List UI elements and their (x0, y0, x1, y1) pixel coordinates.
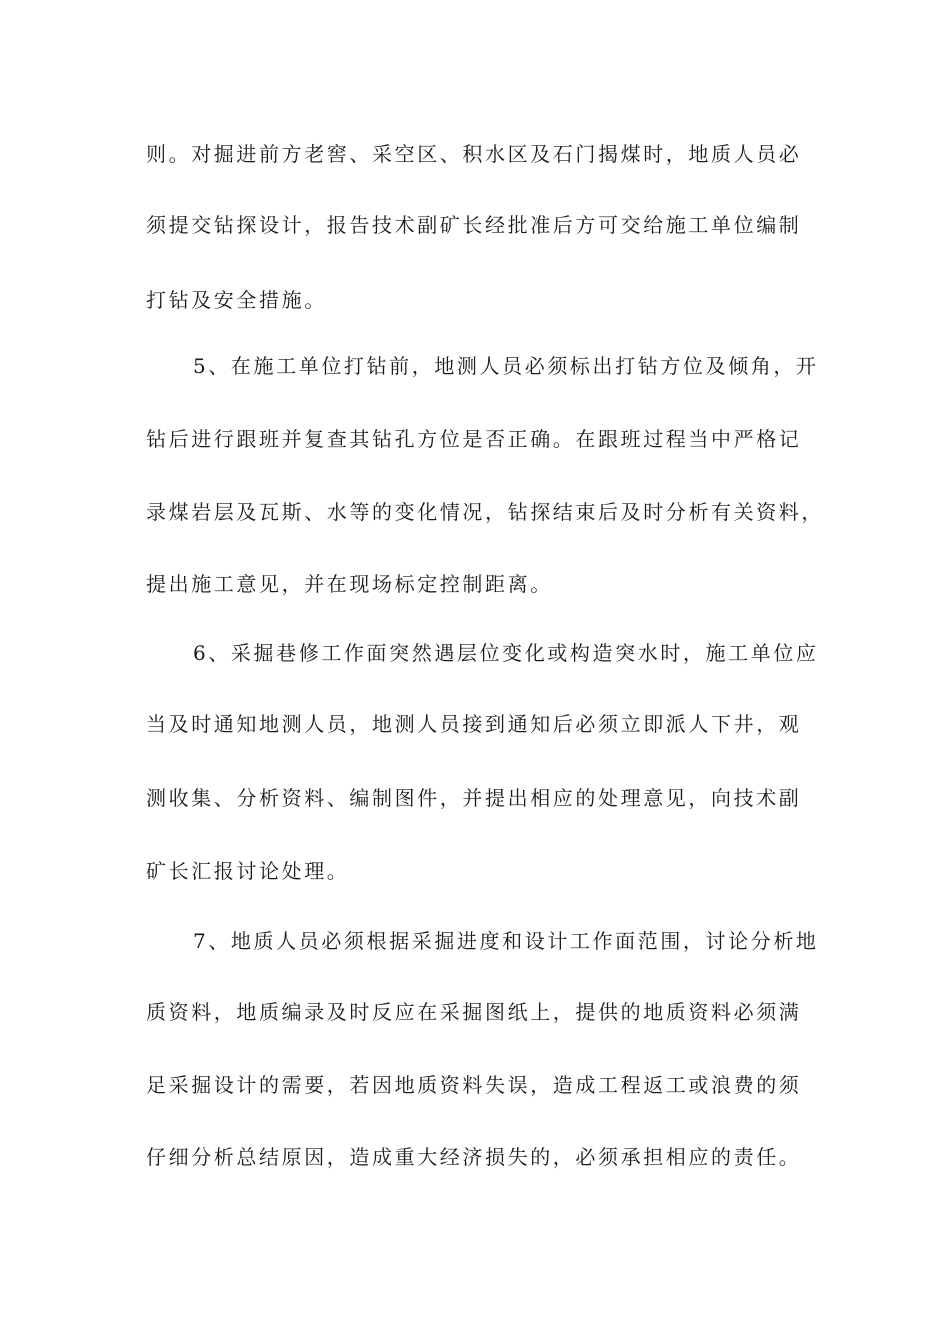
text-line: 足采掘设计的需要，若因地质资料失误，造成工程返工或浪费的须 (146, 1073, 802, 1097)
text-line: 则。对掘进前方老窖、采空区、积水区及石门揭煤时，地质人员必 (146, 142, 802, 166)
text-line-paragraph-start: 5、在施工单位打钻前，地测人员必须标出打钻方位及倾角，开 (193, 354, 819, 378)
text-line: 须提交钻探设计，报告技术副矿长经批准后方可交给施工单位编制 (146, 213, 802, 237)
text-line: 录煤岩层及瓦斯、水等的变化情况，钻探结束后及时分析有关资料， (146, 500, 824, 524)
text-line: 仔细分析总结原因，造成重大经济损失的，必须承担相应的责任。 (146, 1145, 802, 1169)
text-line-paragraph-start: 6、采掘巷修工作面突然遇层位变化或构造突水时，施工单位应 (193, 641, 819, 665)
text-line: 矿长汇报讨论处理。 (146, 859, 350, 883)
text-line: 提出施工意见，并在现场标定控制距离。 (146, 572, 553, 596)
text-line: 质资料，地质编录及时反应在采掘图纸上，提供的地质资料必须满 (146, 1000, 802, 1024)
text-line: 钻后进行跟班并复查其钻孔方位是否正确。在跟班过程当中严格记 (146, 427, 802, 451)
text-line: 测收集、分析资料、编制图件，并提出相应的处理意见，向技术副 (146, 786, 802, 810)
text-line-paragraph-start: 7、地质人员必须根据采掘进度和设计工作面范围，讨论分析地 (193, 929, 819, 953)
text-line: 当及时通知地测人员，地测人员接到通知后必须立即派人下井，观 (146, 712, 802, 736)
text-line: 打钻及安全措施。 (146, 288, 327, 312)
